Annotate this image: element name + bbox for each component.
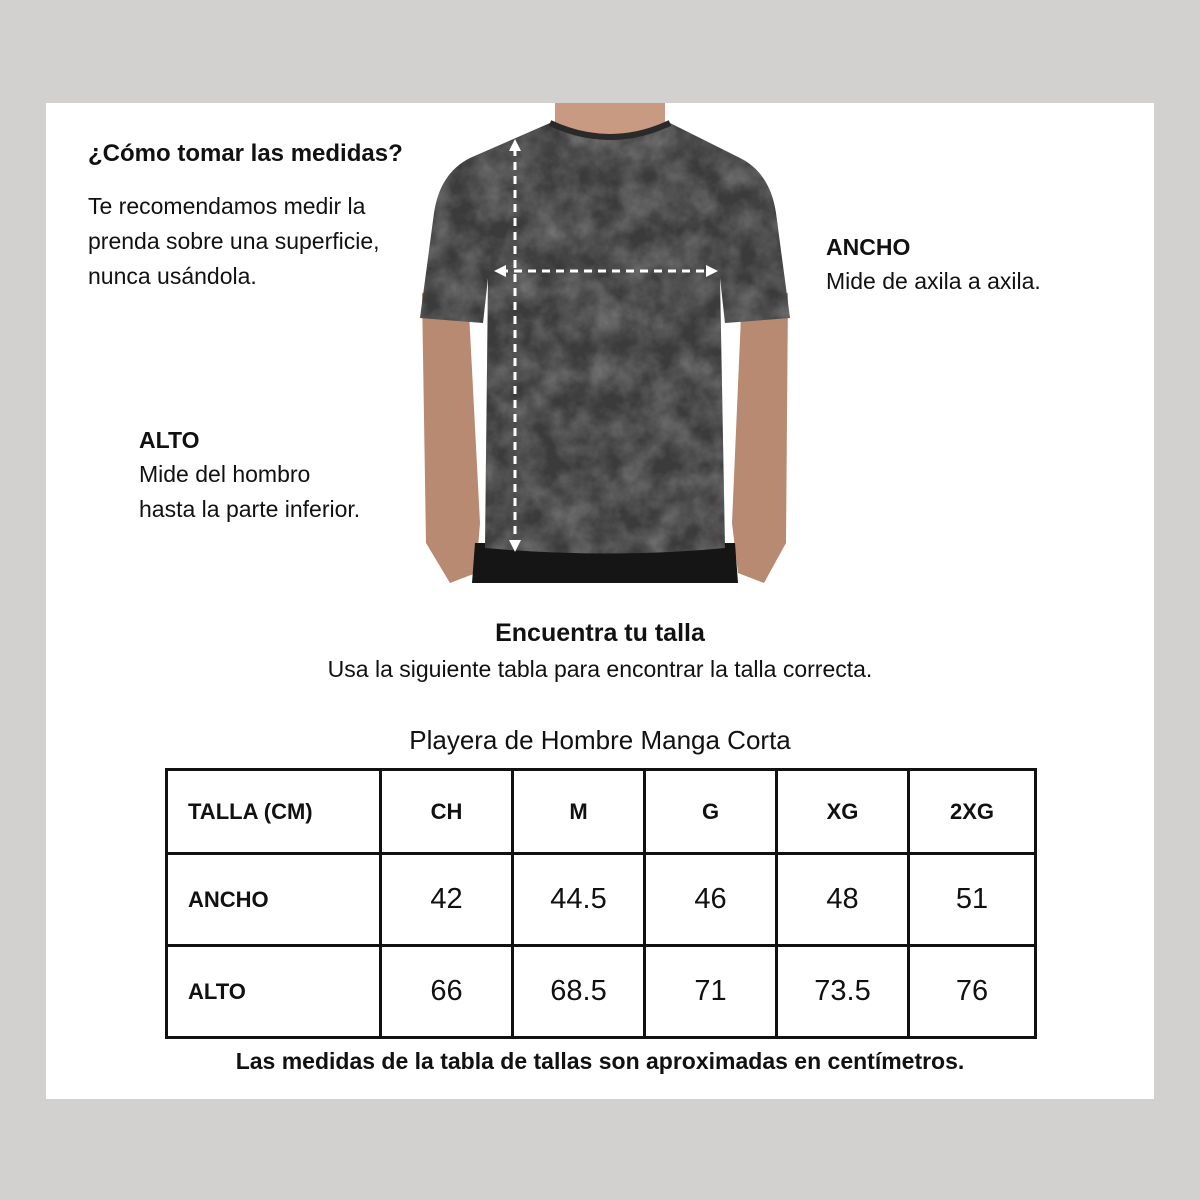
tshirt-measurement-illustration [420, 103, 790, 583]
intro-line: Te recomendamos medir la [88, 193, 366, 219]
alto-description: hasta la parte inferior. [139, 496, 361, 522]
header-cell: G [645, 770, 777, 854]
ancho-description: Mide de axila a axila. [826, 268, 1041, 294]
header-cell: M [513, 770, 645, 854]
alto-label: ALTO [139, 427, 200, 453]
table-row [167, 854, 1036, 946]
header-cell: XG [777, 770, 909, 854]
table-footnote: Las medidas de la tabla de tallas son aproximadas en centímetros. [235, 1048, 965, 1074]
table-cell: 51 [909, 854, 1036, 946]
size-table-title: Playera de Hombre Manga Corta [409, 725, 791, 755]
table-cell: 42 [381, 854, 513, 946]
size-table [165, 768, 1037, 1039]
header-cell: TALLA (CM) [167, 770, 381, 854]
table-cell: 76 [909, 946, 1036, 1038]
find-size-subtitle: Usa la siguiente tabla para encontrar la talla correcta. [327, 656, 873, 682]
table-cell: 71 [645, 946, 777, 1038]
table-cell: 44.5 [513, 854, 645, 946]
row-label: ALTO [167, 946, 381, 1038]
row-label: ANCHO [167, 854, 381, 946]
table-cell: 73.5 [777, 946, 909, 1038]
table-cell: 48 [777, 854, 909, 946]
table-cell: 68.5 [513, 946, 645, 1038]
intro-line: prenda sobre una superficie, [88, 228, 380, 254]
intro-line: nunca usándola. [88, 263, 257, 289]
how-to-measure-title: ¿Cómo tomar las medidas? [88, 140, 403, 167]
header-cell: CH [381, 770, 513, 854]
table-header-row [167, 770, 1036, 854]
alto-explanation [139, 423, 360, 527]
table-row [167, 946, 1036, 1038]
find-size-title: Encuentra tu talla [495, 619, 705, 647]
header-cell: 2XG [909, 770, 1036, 854]
table-cell: 66 [381, 946, 513, 1038]
ancho-label: ANCHO [826, 234, 911, 260]
table-cell: 46 [645, 854, 777, 946]
alto-description: Mide del hombro [139, 461, 311, 487]
how-to-measure-text [88, 189, 418, 294]
ancho-explanation [826, 230, 1041, 299]
